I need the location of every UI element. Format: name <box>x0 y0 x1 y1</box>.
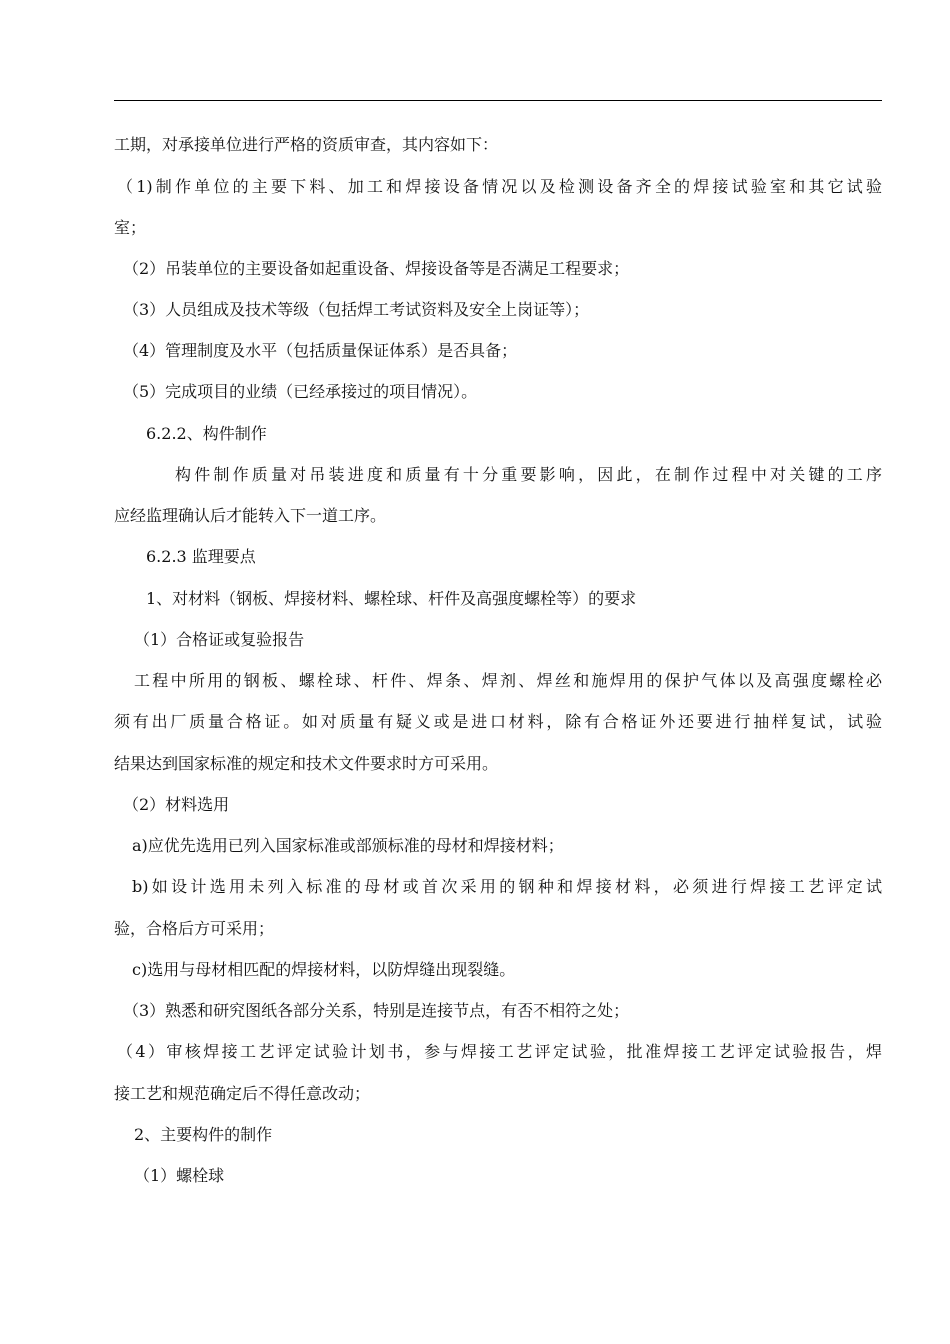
text-line: （3）熟悉和研究图纸各部分关系，特别是连接节点，有否不相符之处； <box>123 1001 630 1020</box>
text-line: 工期，对承接单位进行严格的资质审查，其内容如下： <box>114 135 499 154</box>
section-heading: 6.2.2、构件制作 <box>146 424 267 443</box>
text-line: 构件制作质量对吊装进度和质量有十分重要影响，因此，在制作过程中对关键的工序 <box>175 465 882 484</box>
text-line: b)如设计选用未列入标准的母材或首次采用的钢种和焊接材料，必须进行焊接工艺评定试 <box>132 877 882 896</box>
text-line: a)应优先选用已列入国家标准或部颁标准的母材和焊接材料； <box>132 836 564 855</box>
text-line: 验，合格后方可采用； <box>114 919 275 938</box>
text-line: 接工艺和规范确定后不得任意改动； <box>114 1084 371 1103</box>
text-line: （1）合格证或复验报告 <box>134 630 305 649</box>
text-line: （5）完成项目的业绩（已经承接过的项目情况）。 <box>123 382 478 401</box>
text-line: （4）审核焊接工艺评定试验计划书，参与焊接工艺评定试验，批准焊接工艺评定试验报告，焊 <box>117 1042 882 1061</box>
text-line: 结果达到国家标准的规定和技术文件要求时方可采用。 <box>114 754 499 773</box>
text-line: 工程中所用的钢板、螺栓球、杆件、焊条、焊剂、焊丝和施焊用的保护气体以及高强度螺栓必 <box>134 671 882 690</box>
text-line: （1)制作单位的主要下料、加工和焊接设备情况以及检测设备齐全的焊接试验室和其它试验 <box>117 177 882 196</box>
text-line: c)选用与母材相匹配的焊接材料，以防焊缝出现裂缝。 <box>132 960 516 979</box>
text-line: （2）吊装单位的主要设备如起重设备、焊接设备等是否满足工程要求； <box>123 259 630 278</box>
text-line: （4）管理制度及水平（包括质量保证体系）是否具备； <box>123 341 518 360</box>
text-line: （1）螺栓球 <box>134 1166 225 1185</box>
text-line: 1、对材料（钢板、焊接材料、螺栓球、杆件及高强度螺栓等）的要求 <box>146 589 637 608</box>
section-heading: 2、主要构件的制作 <box>134 1125 273 1144</box>
header-rule <box>114 100 882 101</box>
section-heading: 6.2.3 监理要点 <box>146 547 256 566</box>
text-line: （3）人员组成及技术等级（包括焊工考试资料及安全上岗证等）； <box>123 300 590 319</box>
text-line: 应经监理确认后才能转入下一道工序。 <box>114 506 387 525</box>
text-line: （2）材料选用 <box>123 795 230 814</box>
text-line: 室； <box>114 218 147 237</box>
text-line: 须有出厂质量合格证。如对质量有疑义或是进口材料，除有合格证外还要进行抽样复试，试验 <box>114 712 882 731</box>
